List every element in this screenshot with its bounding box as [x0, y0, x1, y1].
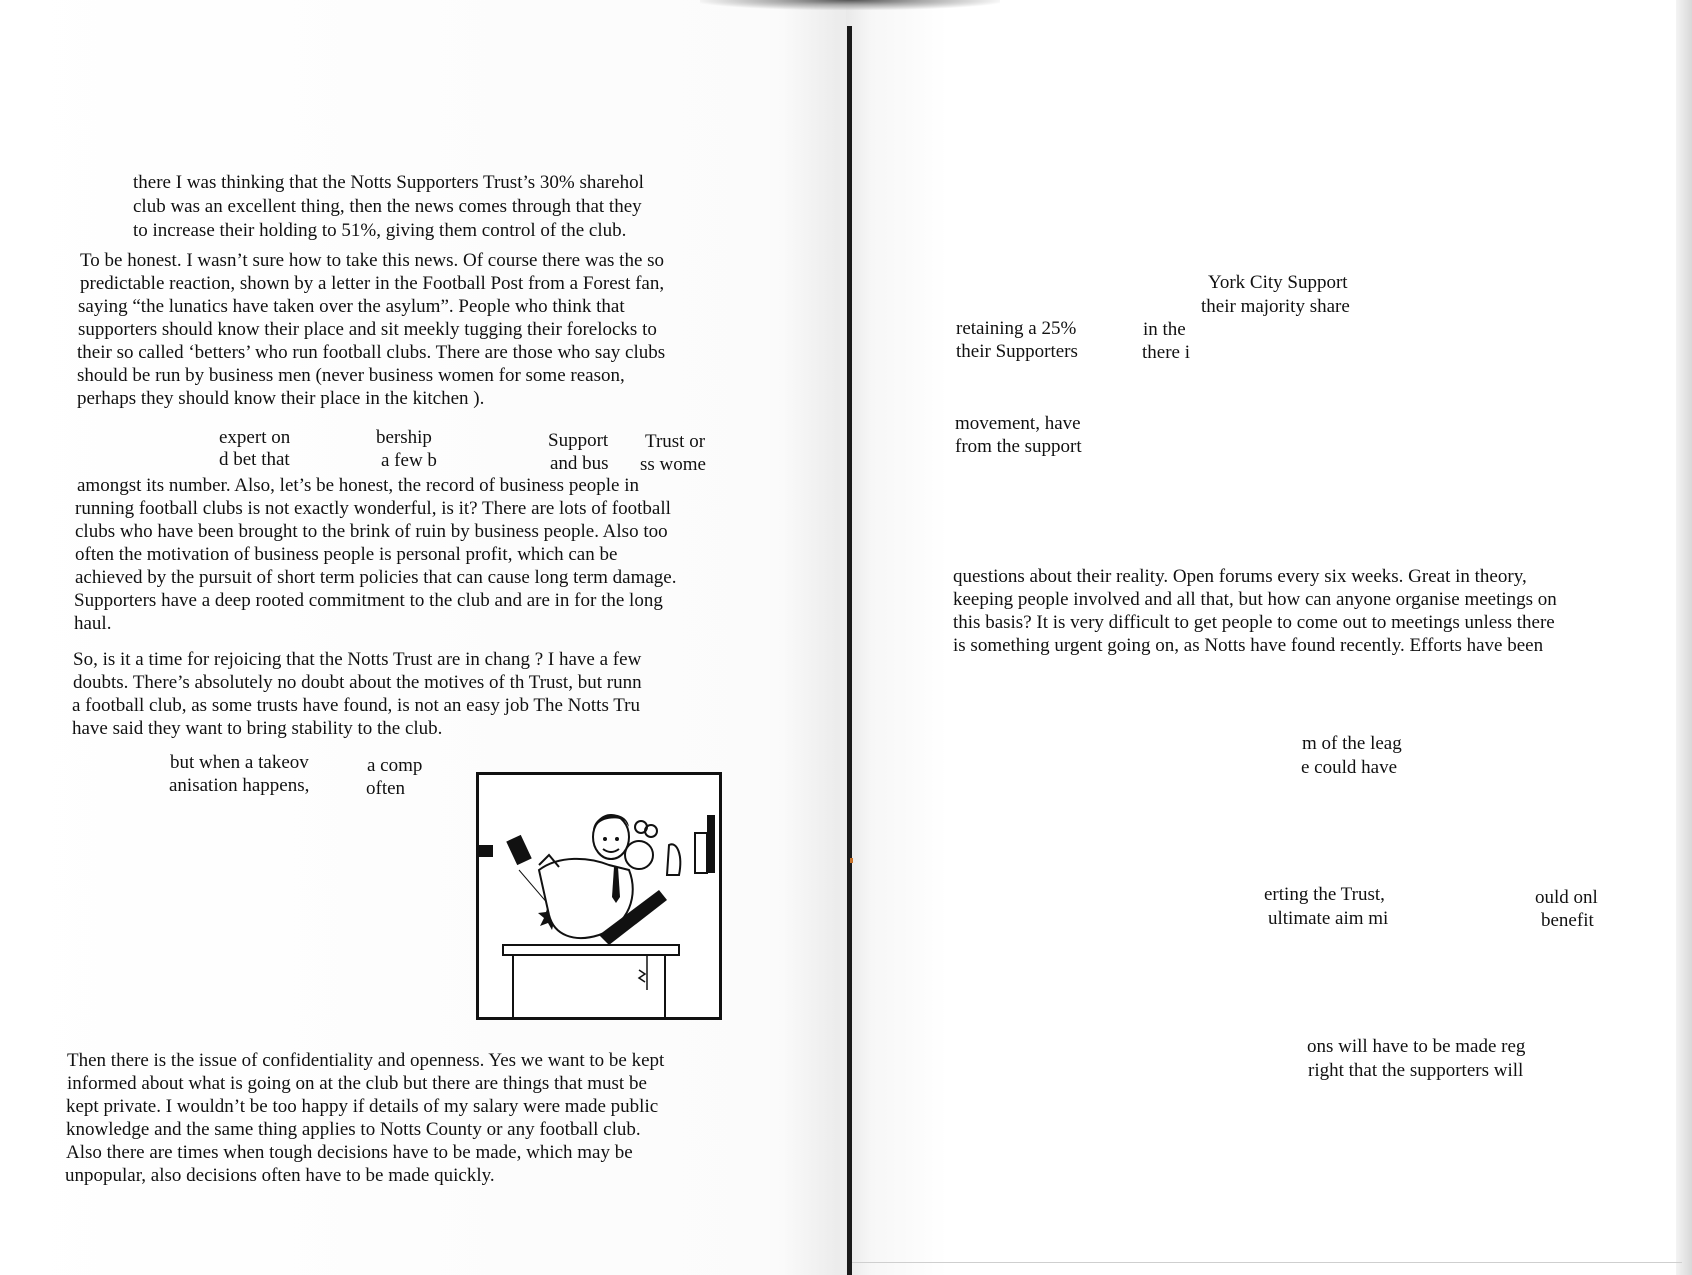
para1-line: their so called ‘betters’ who run football clubs. There are those who say clubs [77, 342, 666, 363]
para2-line: haul. [74, 613, 112, 634]
para5-line: Then there is the issue of confidentiality and openness. Yes we want to be kept [67, 1050, 665, 1071]
right-fragment: benefit [1541, 910, 1594, 931]
right-fragment: their Supporters [956, 341, 1078, 362]
para5-line: knowledge and the same thing applies to Notts County or any football club. [66, 1119, 641, 1140]
right-para-line: keeping people involved and all that, but how can anyone organise meetings on [953, 589, 1557, 610]
para5-line: informed about what is going on at the club but there are things that must be [67, 1073, 647, 1094]
right-fragment: from the support [955, 436, 1082, 457]
right-fragment: m of the leag [1302, 733, 1402, 754]
para3-line: a football club, as some trusts have found, is not an easy job The Notts Tru [72, 695, 641, 716]
right-fragment: ons will have to be made reg [1307, 1036, 1526, 1057]
right-fragment: retaining a 25% [956, 318, 1077, 339]
para5-line: Also there are times when tough decisions have to be made, which may be [66, 1142, 633, 1163]
para2-line: Supporters have a deep rooted commitment to the club and are in for the long [74, 590, 663, 611]
para1-line: perhaps they should know their place in the kitchen ). [77, 388, 485, 409]
para4-fragment: often [366, 778, 406, 799]
para2-line: amongst its number. Also, let’s be honest, the record of business people in [77, 475, 640, 496]
para2-fragment: a few b [381, 450, 437, 471]
right-fragment: in the [1143, 319, 1186, 340]
intro-line: there I was thinking that the Notts Supporters Trust’s 30% sharehol [133, 172, 644, 193]
page-edge [1676, 0, 1692, 1275]
right-fragment: e could have [1301, 757, 1398, 778]
para3-line: doubts. There’s absolutely no doubt about the motives of th Trust, but runn [73, 672, 642, 693]
right-para-line: is something urgent going on, as Notts have found recently. Efforts have been [953, 635, 1544, 656]
para2-line: running football clubs is not exactly wonderful, is it? There are lots of football [75, 498, 671, 519]
para2-fragment: bership [376, 427, 432, 448]
right-fragment: ultimate aim mi [1268, 908, 1389, 929]
intro-line: club was an excellent thing, then the news comes through that they [133, 196, 642, 217]
right-fragment: right that the supporters will [1308, 1060, 1524, 1081]
right-fragment: York City Support [1208, 272, 1348, 293]
para4-fragment: but when a takeov [170, 752, 309, 773]
cartoon-drawing [479, 775, 719, 1017]
spine-shadow [700, 0, 1000, 10]
para3-line: have said they want to bring stability to the club. [72, 718, 443, 739]
scan-speck [850, 858, 853, 863]
para5-line: kept private. I wouldn’t be too happy if details of my salary were made public [66, 1096, 659, 1117]
para2-fragment: d bet that [219, 449, 290, 470]
para2-line: often the motivation of business people is personal profit, which can be [75, 544, 618, 565]
para3-line: So, is it a time for rejoicing that the Notts Trust are in chang ? I have a few [73, 649, 642, 670]
para4-fragment: anisation happens, [169, 775, 310, 796]
right-fragment: erting the Trust, [1264, 884, 1385, 905]
right-fragment: movement, have [955, 413, 1081, 434]
spine-gutter [847, 26, 852, 1275]
para2-fragment: and bus [550, 453, 609, 474]
right-fragment: ould onl [1535, 887, 1598, 908]
right-fragment: their majority share [1201, 296, 1350, 317]
para2-fragment: Support [548, 430, 609, 451]
page-bottom-edge [852, 1262, 1682, 1263]
para1-line: To be honest. I wasn’t sure how to take this news. Of course there was the so [80, 250, 665, 271]
cartoon-illustration [476, 772, 722, 1020]
right-para-line: questions about their reality. Open forums every six weeks. Great in theory, [953, 566, 1527, 587]
right-fragment: there i [1142, 342, 1191, 363]
para1-line: predictable reaction, shown by a letter in the Football Post from a Forest fan, [80, 273, 665, 294]
para1-line: supporters should know their place and sit meekly tugging their forelocks to [78, 319, 657, 340]
para2-fragment: Trust or [645, 431, 706, 452]
para2-fragment: expert on [219, 427, 291, 448]
para1-line: should be run by business men (never business women for some reason, [77, 365, 625, 386]
para5-line: unpopular, also decisions often have to be made quickly. [65, 1165, 495, 1186]
right-para-line: this basis? It is very difficult to get people to come out to meetings unless there [953, 612, 1555, 633]
para2-fragment: ss wome [640, 454, 706, 475]
intro-line: to increase their holding to 51%, giving them control of the club. [133, 220, 627, 241]
para1-line: saying “the lunatics have taken over the asylum”. People who think that [78, 296, 625, 317]
para2-line: clubs who have been brought to the brink of ruin by business people. Also too [75, 521, 668, 542]
para4-fragment: a comp [367, 755, 423, 776]
para2-line: achieved by the pursuit of short term policies that can cause long term damage. [75, 567, 677, 588]
